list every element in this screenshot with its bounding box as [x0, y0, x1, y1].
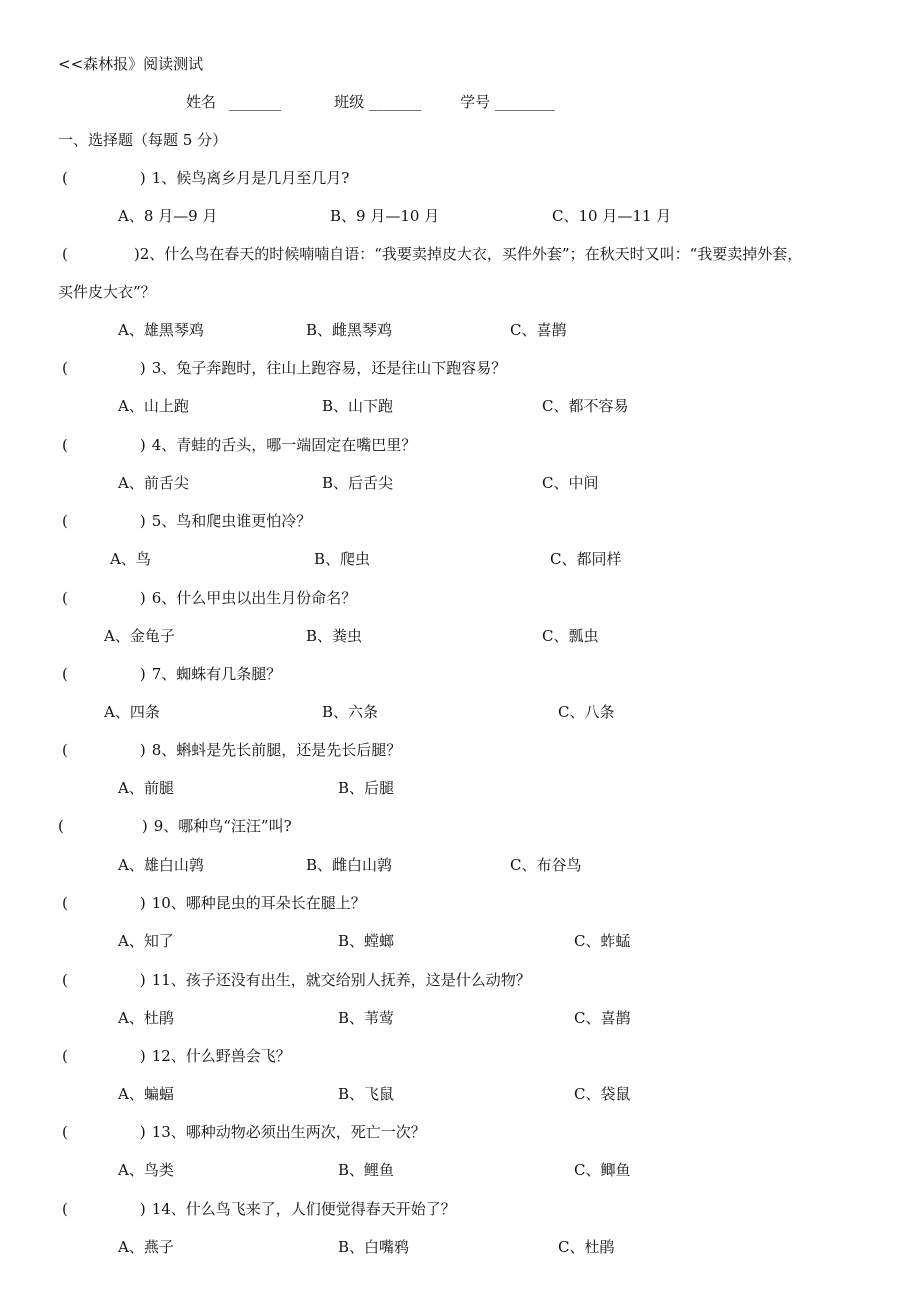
option-b[interactable]: B、鲤鱼 — [338, 1161, 395, 1179]
question-13 — [62, 1122, 426, 1142]
option-a[interactable]: A、8 月—9 月 — [118, 207, 218, 225]
answer-blank-close: ) — [139, 894, 146, 912]
question-1 — [62, 168, 349, 188]
answer-blank-open[interactable]: ( — [62, 359, 68, 377]
class-field[interactable]: _______ — [368, 93, 422, 111]
answer-blank-open[interactable]: ( — [62, 971, 68, 989]
question-11 — [62, 970, 531, 990]
question-5 — [62, 511, 311, 531]
class-label: 班级 — [334, 93, 365, 111]
question-text: 5、鸟和爬虫谁更怕冷？ — [151, 512, 312, 530]
option-c[interactable]: C、杜鹃 — [558, 1238, 615, 1256]
option-c[interactable]: C、瓢虫 — [542, 627, 599, 645]
option-b[interactable]: B、螳螂 — [338, 932, 395, 950]
option-c[interactable]: C、八条 — [558, 703, 615, 721]
question-text: 3、兔子奔跑时，往山上跑容易，还是往山下跑容易？ — [151, 359, 507, 377]
answer-blank-open[interactable]: ( — [62, 245, 68, 263]
option-b[interactable]: B、后腿 — [338, 779, 395, 797]
answer-blank-close: ) — [139, 1200, 146, 1218]
option-a[interactable]: A、四条 — [104, 703, 160, 721]
question-text: 10、哪种昆虫的耳朵长在腿上？ — [151, 894, 366, 912]
option-a[interactable]: A、燕子 — [118, 1238, 174, 1256]
answer-blank-open[interactable]: ( — [62, 1123, 68, 1141]
answer-blank-close: ) — [139, 359, 146, 377]
question-9 — [58, 816, 292, 836]
option-b[interactable]: B、爬虫 — [314, 550, 371, 568]
question-text: 4、青蛙的舌头，哪一端固定在嘴巴里？ — [151, 436, 417, 454]
option-b[interactable]: B、粪虫 — [306, 627, 363, 645]
option-b[interactable]: B、后舌尖 — [322, 474, 394, 492]
answer-blank-open[interactable]: ( — [62, 436, 68, 454]
question-7 — [62, 664, 281, 684]
question-text: 1、候鸟离乡月是几月至几月? — [151, 169, 350, 187]
option-c[interactable]: C、都不容易 — [542, 397, 629, 415]
answer-blank-open[interactable]: ( — [62, 589, 68, 607]
answer-blank-close: ) — [139, 589, 146, 607]
question-2 — [62, 244, 802, 264]
question-2-continued: 买件皮大衣”？ — [58, 283, 156, 301]
answer-blank-close: ) — [133, 245, 140, 263]
question-4 — [62, 435, 416, 455]
option-c[interactable]: C、10 月—11 月 — [552, 207, 672, 225]
option-c[interactable]: C、蚱蜢 — [574, 932, 631, 950]
option-c[interactable]: C、中间 — [542, 474, 599, 492]
question-10 — [62, 893, 366, 913]
option-a[interactable]: A、山上跑 — [118, 397, 189, 415]
question-8 — [62, 740, 401, 760]
answer-blank-open[interactable]: ( — [62, 169, 68, 187]
option-b[interactable]: B、六条 — [322, 703, 379, 721]
answer-blank-close: ) — [139, 436, 146, 454]
question-text: 14、什么鸟飞来了，人们便觉得春天开始了？ — [151, 1200, 456, 1218]
answer-blank-open[interactable]: ( — [58, 817, 64, 835]
answer-blank-close: ) — [139, 512, 146, 530]
option-a[interactable]: A、前舌尖 — [118, 474, 189, 492]
option-a[interactable]: A、雄白山鹑 — [118, 856, 204, 874]
question-text: 2、什么鸟在春天的时候喃喃自语：“我要卖掉皮大衣，买件外套”；在秋天时又叫：“我要卖掉外套， — [139, 245, 803, 263]
answer-blank-close: ) — [141, 817, 148, 835]
option-c[interactable]: C、喜鹊 — [510, 321, 567, 339]
answer-blank-open[interactable]: ( — [62, 741, 68, 759]
answer-blank-open[interactable]: ( — [62, 665, 68, 683]
option-b[interactable]: B、白嘴鸦 — [338, 1238, 410, 1256]
answer-blank-close: ) — [139, 169, 146, 187]
question-text: 8、蝌蚪是先长前腿，还是先长后腿？ — [151, 741, 402, 759]
question-6 — [62, 588, 356, 608]
answer-blank-open[interactable]: ( — [62, 512, 68, 530]
option-b[interactable]: B、9 月—10 月 — [330, 207, 440, 225]
option-b[interactable]: B、苇莺 — [338, 1009, 395, 1027]
option-a[interactable]: A、知了 — [118, 932, 174, 950]
option-a[interactable]: A、鸟类 — [118, 1161, 174, 1179]
question-text: 9、哪种鸟“汪汪”叫? — [153, 817, 292, 835]
answer-blank-open[interactable]: ( — [62, 894, 68, 912]
question-text: 7、蜘蛛有几条腿？ — [151, 665, 282, 683]
option-c[interactable]: C、布谷鸟 — [510, 856, 582, 874]
option-c[interactable]: C、鲫鱼 — [574, 1161, 631, 1179]
option-c[interactable]: C、袋鼠 — [574, 1085, 631, 1103]
question-14 — [62, 1199, 456, 1219]
id-field[interactable]: ________ — [494, 93, 555, 111]
answer-blank-close: ) — [139, 741, 146, 759]
section-heading: 一、选择题（每题 5 分） — [58, 131, 228, 149]
answer-blank-open[interactable]: ( — [62, 1200, 68, 1218]
option-b[interactable]: B、山下跑 — [322, 397, 394, 415]
question-12 — [62, 1046, 291, 1066]
question-3 — [62, 358, 506, 378]
option-a[interactable]: A、雄黑琴鸡 — [118, 321, 204, 339]
answer-blank-open[interactable]: ( — [62, 1047, 68, 1065]
option-b[interactable]: B、飞鼠 — [338, 1085, 395, 1103]
option-b[interactable]: B、雌白山鹑 — [306, 856, 393, 874]
option-c[interactable]: C、喜鹊 — [574, 1009, 631, 1027]
answer-blank-close: ) — [139, 971, 146, 989]
option-a[interactable]: A、鸟 — [110, 550, 151, 568]
name-label: 姓名 — [186, 93, 217, 111]
question-text: 13、哪种动物必须出生两次，死亡一次？ — [151, 1123, 426, 1141]
option-a[interactable]: A、蝙蝠 — [118, 1085, 174, 1103]
option-a[interactable]: A、金龟子 — [104, 627, 175, 645]
answer-blank-close: ) — [139, 1123, 146, 1141]
answer-blank-close: ) — [139, 665, 146, 683]
question-text: 11、孩子还没有出生，就交给别人抚养，这是什么动物？ — [151, 971, 531, 989]
id-label: 学号 — [460, 93, 491, 111]
option-b[interactable]: B、雌黑琴鸡 — [306, 321, 393, 339]
student-info-row — [186, 92, 555, 112]
document-title: <<森林报》阅读测试 — [58, 55, 204, 73]
option-c[interactable]: C、都同样 — [550, 550, 622, 568]
name-field[interactable]: _______ — [228, 93, 282, 111]
question-text: 6、什么甲虫以出生月份命名？ — [151, 589, 357, 607]
option-a[interactable]: A、杜鹃 — [118, 1009, 174, 1027]
answer-blank-close: ) — [139, 1047, 146, 1065]
option-a[interactable]: A、前腿 — [118, 779, 174, 797]
question-text: 12、什么野兽会飞？ — [151, 1047, 291, 1065]
